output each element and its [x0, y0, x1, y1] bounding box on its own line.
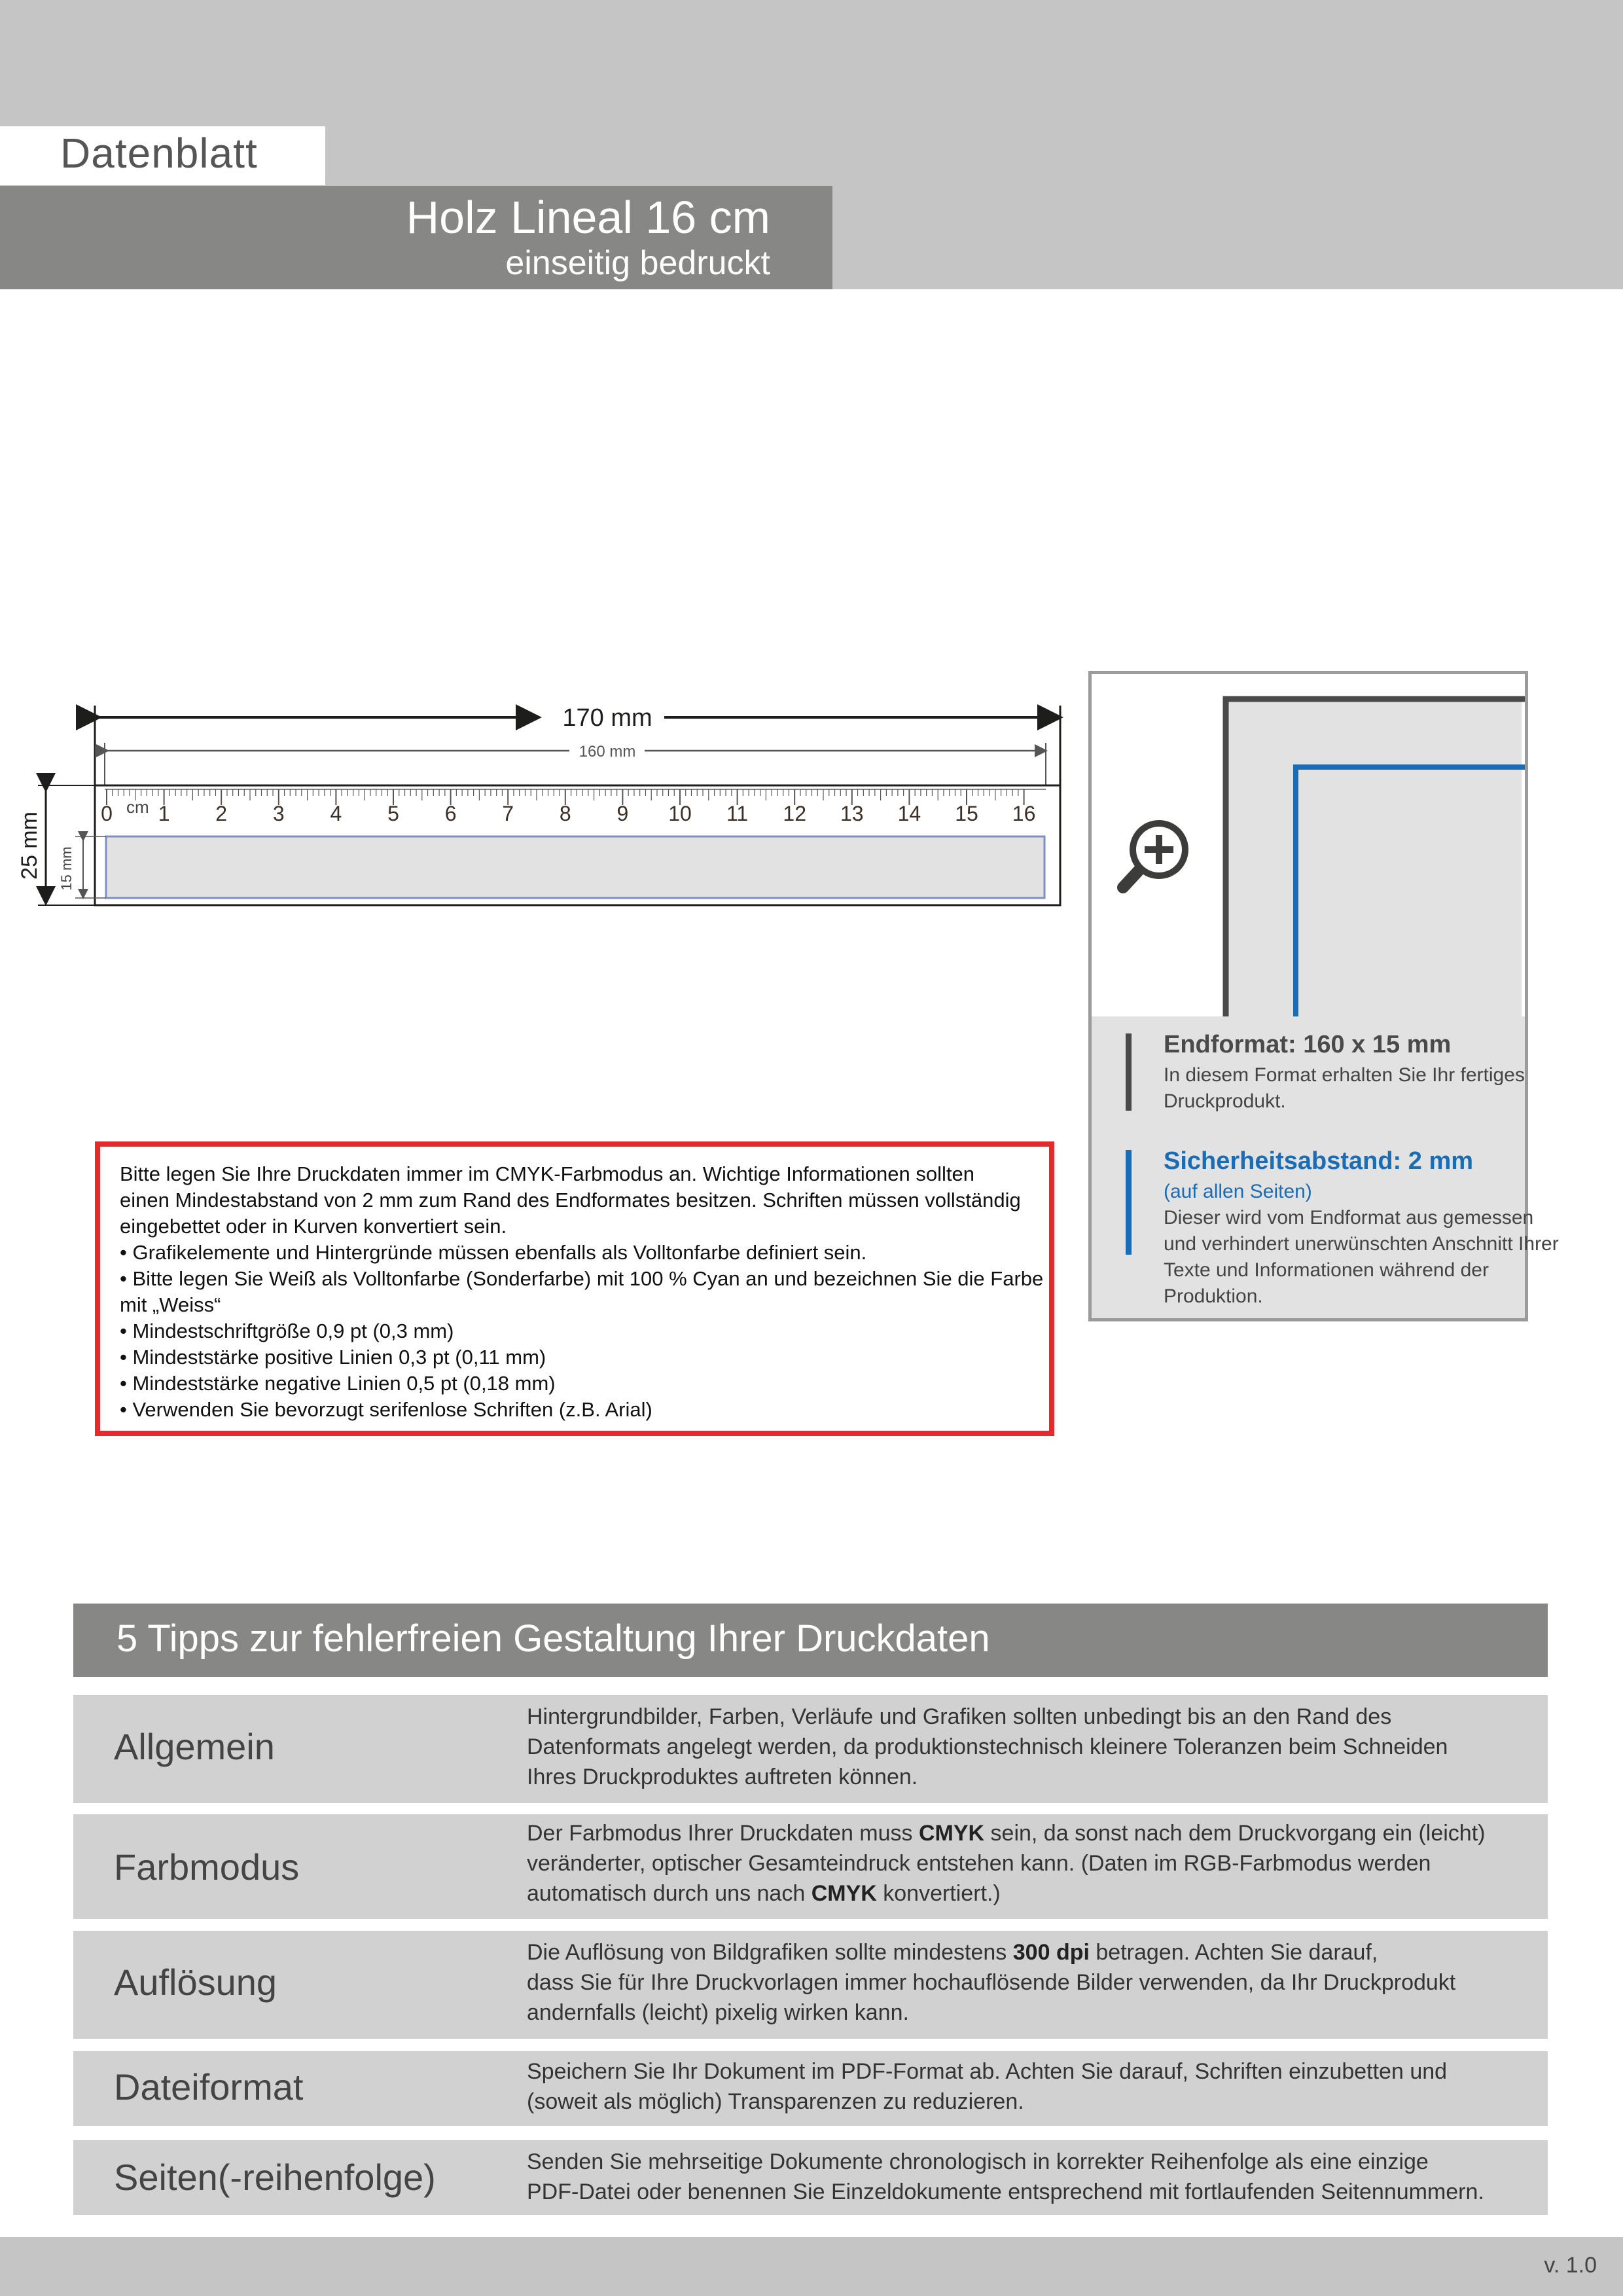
product-title: Holz Lineal 16 cm [406, 192, 770, 243]
tip-row [73, 1695, 1548, 1803]
title-bar [0, 186, 832, 289]
ruler-diagram [0, 681, 1086, 929]
ruler-number: 3 [272, 802, 285, 825]
ruler-number: 16 [1012, 802, 1036, 825]
tip-text [527, 1818, 1535, 1909]
tip-label: Auflösung [114, 1962, 277, 2003]
outer-height-label: 25 mm [17, 812, 42, 880]
tip-text-line: Hintergrundbilder, Farben, Verläufe und Grafiken sollten unbedingt bis an den Rand des [527, 1704, 1392, 1729]
ruler-unit-label: cm [126, 797, 149, 817]
zoom-panel [1088, 671, 1528, 1020]
ruler-number: 7 [502, 802, 514, 825]
print-requirements-box [95, 1141, 1054, 1436]
tip-text-line: Datenformats angelegt werden, da produktionstechnisch kleinere Toleranzen beim Schneiden [527, 1734, 1448, 1759]
ruler-number: 0 [101, 802, 113, 825]
tip-text-line: Speichern Sie Ihr Dokument im PDF-Format ab. Achten Sie darauf, Schriften einzubetten und [527, 2059, 1448, 2084]
ruler-number: 10 [668, 802, 692, 825]
tip-text-line: automatisch durch uns nach CMYK konvertiert.) [527, 1881, 1001, 1906]
ruler-number: 4 [330, 802, 342, 825]
ruler-number: 2 [215, 802, 228, 825]
safety-marker [1126, 1150, 1132, 1255]
ruler-number: 6 [444, 802, 457, 825]
inner-height-label: 15 mm [58, 846, 75, 891]
tip-label: Allgemein [114, 1726, 275, 1767]
tip-text [527, 2056, 1535, 2117]
tip-row [73, 2140, 1548, 2215]
tip-text-line: PDF-Datei oder benennen Sie Einzeldokumente entsprechend mit fortlaufenden Seitennummern. [527, 2179, 1484, 2204]
tip-text-line: Der Farbmodus Ihrer Druckdaten muss CMYK sein, da sonst nach dem Druckvorgang ein (leicht) [527, 1821, 1486, 1846]
tips-header [73, 1604, 1548, 1677]
document-type-tag [0, 126, 325, 185]
requirement-line: • Grafikelemente und Hintergründe müssen ebenfalls als Volltonfarbe definiert sein. [120, 1241, 867, 1264]
tip-row [73, 1814, 1548, 1919]
inner-width-label: 160 mm [579, 743, 636, 761]
document-type-label: Datenblatt [60, 130, 258, 177]
tip-label: Dateiformat [114, 2066, 304, 2108]
requirement-line: • Mindestschriftgröße 0,9 pt (0,3 mm) [120, 1319, 454, 1342]
ruler-number: 14 [897, 802, 921, 825]
safety-subtitle: (auf allen Seiten) [1164, 1181, 1312, 1202]
product-subtitle: einseitig bedruckt [505, 244, 770, 282]
requirement-line: • Mindeststärke negative Linien 0,5 pt (0,18 mm) [120, 1372, 556, 1395]
safety-text: Dieser wird vom Endformat aus gemessen und verhindert unerwünschten Anschnitt Ihrer Texte und Informationen während der Produktion. [1164, 1207, 1559, 1307]
tips-heading: 5 Tipps zur fehlerfreien Gestaltung Ihrer Druckdaten [116, 1617, 990, 1660]
requirement-line: mit „Weiss“ [120, 1293, 221, 1316]
requirement-line: • Verwenden Sie bevorzugt serifenlose Schriften (z.B. Arial) [120, 1398, 652, 1421]
tip-text-line: andernfalls (leicht) pixelig wirken kann. [527, 2000, 909, 2025]
corner-detail [1226, 699, 1525, 1017]
tip-text [527, 1937, 1535, 2028]
tip-text-line: Ihres Druckproduktes auftreten können. [527, 1765, 918, 1789]
ruler-number: 13 [840, 802, 864, 825]
requirement-line: • Bitte legen Sie Weiß als Volltonfarbe (Sonderfarbe) mit 100 % Cyan an und bezeichnen Sie die Farbe [120, 1267, 1044, 1290]
tip-text [527, 1702, 1535, 1792]
endformat-text: In diesem Format erhalten Sie Ihr fertiges Druckprodukt. [1164, 1064, 1525, 1112]
version-label: v. 1.0 [1544, 2253, 1597, 2278]
endformat-marker [1126, 1033, 1132, 1111]
tip-row [73, 2051, 1548, 2126]
outer-width-label: 170 mm [562, 704, 652, 732]
ruler-number: 5 [387, 802, 399, 825]
requirement-line: eingebettet oder in Kurven konvertiert sein. [120, 1215, 507, 1238]
tip-text [527, 2147, 1535, 2207]
safety-title: Sicherheitsabstand: 2 mm [1164, 1147, 1474, 1175]
ruler-number: 8 [559, 802, 571, 825]
print-area [106, 836, 1044, 898]
ruler-number: 15 [955, 802, 978, 825]
requirement-line: einen Mindestabstand von 2 mm zum Rand des Endformates besitzen. Schriften müssen vollständig [120, 1189, 1021, 1211]
tip-row [73, 1931, 1548, 2039]
tip-text-line: Die Auflösung von Bildgrafiken sollte mindestens 300 dpi betragen. Achten Sie darauf, [527, 1940, 1378, 1965]
tip-text-line: dass Sie für Ihre Druckvorlagen immer hochauflösende Bilder verwenden, da Ihr Druckprodukt [527, 1970, 1456, 1995]
print-requirements-text [120, 1161, 1049, 1423]
ruler-number: 11 [726, 802, 749, 825]
tip-label: Seiten(-reihenfolge) [114, 2157, 436, 2198]
footer-band [0, 2237, 1623, 2296]
requirement-line: Bitte legen Sie Ihre Druckdaten immer im CMYK-Farbmodus an. Wichtige Informationen sollten [120, 1162, 974, 1185]
zoom-in-icon [1123, 820, 1188, 888]
legend-panel [1088, 1016, 1559, 1321]
tip-text-line: veränderter, optischer Gesamteindruck entstehen kann. (Daten im RGB-Farbmodus werden [527, 1851, 1431, 1876]
tip-text-line: Senden Sie mehrseitige Dokumente chronologisch in korrekter Reihenfolge als eine einzige [527, 2149, 1429, 2174]
ruler-number: 1 [158, 802, 170, 825]
tip-text-line: (soweit als möglich) Transparenzen zu reduzieren. [527, 2089, 1024, 2114]
requirement-line: • Mindeststärke positive Linien 0,3 pt (0,11 mm) [120, 1346, 546, 1369]
ruler-number: 9 [616, 802, 629, 825]
endformat-title: Endformat: 160 x 15 mm [1164, 1031, 1452, 1058]
ruler-number: 12 [783, 802, 806, 825]
tip-label: Farbmodus [114, 1846, 300, 1888]
